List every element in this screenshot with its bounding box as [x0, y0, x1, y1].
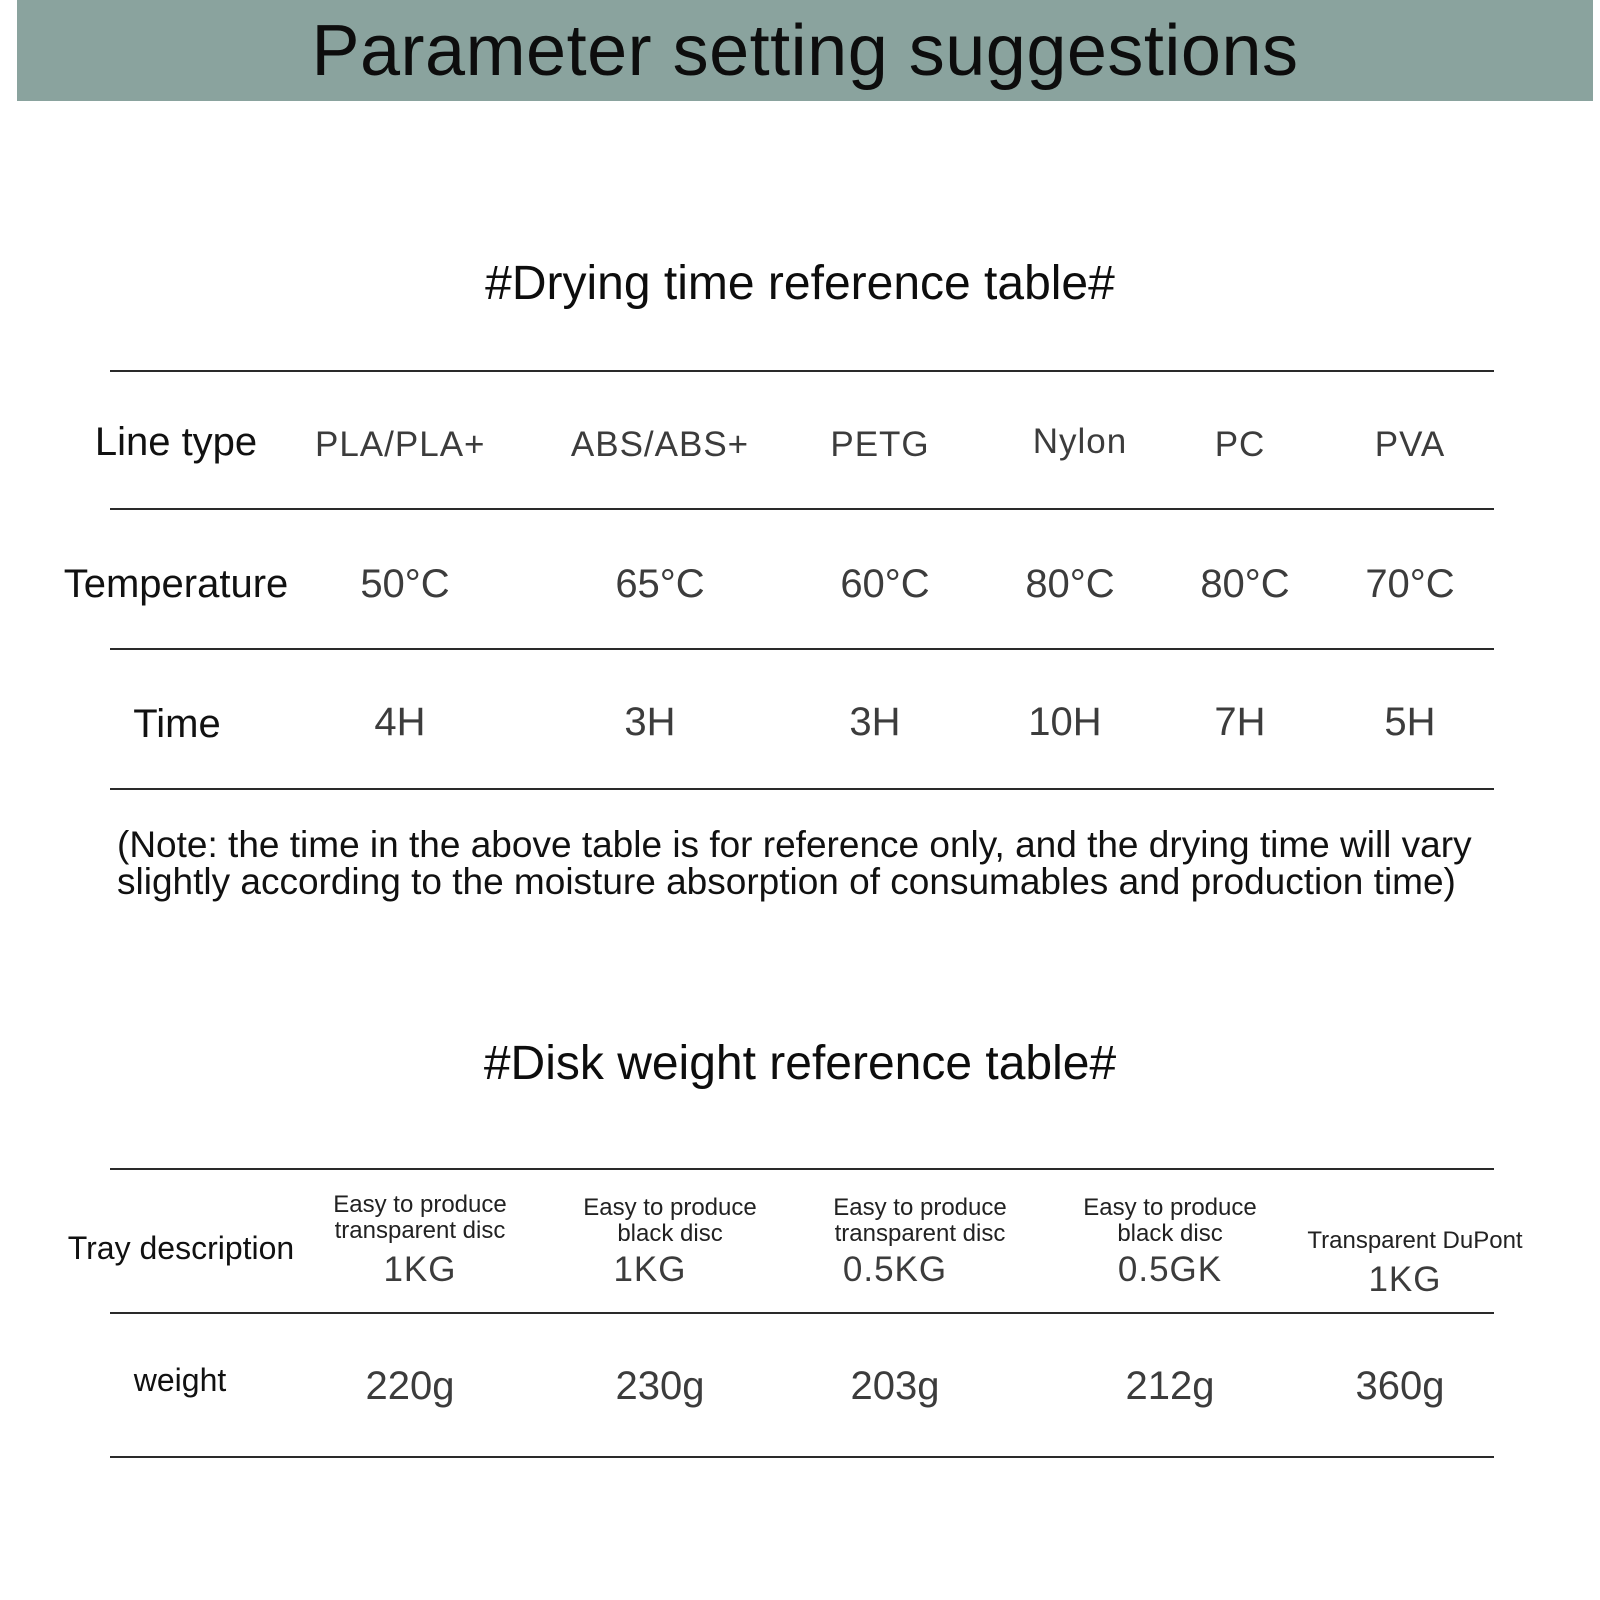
tray-desc-line2: transparent disc: [334, 1217, 506, 1244]
drying-table-title: #Drying time reference table#: [485, 257, 1115, 310]
time-cell: 5H: [1384, 700, 1436, 744]
row-label-time: Time: [133, 702, 221, 746]
tray-desc-line1: Easy to produce: [1083, 1194, 1257, 1221]
tray-size: 1KG: [613, 1250, 687, 1289]
tray-desc-line2: Transparent DuPont: [1307, 1227, 1523, 1254]
temperature-cell: 60°C: [840, 562, 930, 606]
drying-note: (Note: the time in the above table is for reference only, and the drying time will vary slightly according to the moisture absorption of consumables and production time): [117, 824, 1472, 902]
line-type-cell: Nylon: [1032, 422, 1128, 461]
weight-cell: 360g: [1355, 1364, 1445, 1408]
table-rule: [110, 648, 1494, 650]
tray-size: 0.5GK: [1117, 1250, 1223, 1289]
weight-cell: 203g: [850, 1364, 940, 1408]
time-cell: 10H: [1028, 700, 1102, 744]
page-title: Parameter setting suggestions: [311, 11, 1299, 91]
row-label-tray-description: Tray description: [67, 1230, 295, 1266]
tray-size: 0.5KG: [842, 1250, 948, 1289]
tray-desc-line2: black disc: [1117, 1220, 1223, 1247]
temperature-cell: 50°C: [360, 562, 450, 606]
table-rule: [110, 1456, 1494, 1458]
table-rule: [110, 1168, 1494, 1170]
tray-desc-line2: black disc: [617, 1220, 723, 1247]
temperature-cell: 80°C: [1025, 562, 1115, 606]
row-label-weight: weight: [133, 1362, 227, 1398]
tray-header: [1300, 1228, 1530, 1300]
time-cell: 3H: [849, 700, 901, 744]
tray-desc-line1: Easy to produce: [583, 1194, 757, 1221]
weight-table-title: #Disk weight reference table#: [483, 1037, 1117, 1090]
time-cell: 3H: [624, 700, 676, 744]
tray-header: [315, 1192, 525, 1290]
time-cell: 7H: [1214, 700, 1266, 744]
table-rule: [110, 370, 1494, 372]
line-type-cell: PLA/PLA+: [315, 425, 486, 464]
tray-size: 1KG: [1368, 1260, 1442, 1299]
tray-header: [815, 1195, 1025, 1290]
temperature-cell: 65°C: [615, 562, 705, 606]
tray-desc-line2: transparent disc: [834, 1220, 1006, 1247]
weight-cell: 212g: [1125, 1364, 1215, 1408]
line-type-cell: PC: [1214, 425, 1266, 464]
temperature-cell: 70°C: [1365, 562, 1455, 606]
weight-cell: 230g: [615, 1364, 705, 1408]
line-type-cell: ABS/ABS+: [570, 425, 750, 464]
tray-desc-line1: Easy to produce: [833, 1194, 1007, 1221]
tray-header: [565, 1195, 775, 1290]
header-banner: [17, 0, 1593, 101]
time-cell: 4H: [374, 700, 426, 744]
line-type-cell: PETG: [830, 425, 930, 464]
row-label-line-type: Line type: [94, 420, 258, 464]
tray-desc-line1: Easy to produce: [333, 1191, 507, 1218]
tray-size: 1KG: [383, 1250, 457, 1289]
weight-cell: 220g: [365, 1364, 455, 1408]
table-rule: [110, 788, 1494, 790]
line-type-cell: PVA: [1374, 425, 1446, 464]
table-rule: [110, 1312, 1494, 1314]
row-label-temperature: Temperature: [63, 562, 289, 606]
temperature-cell: 80°C: [1200, 562, 1290, 606]
tray-header: [1065, 1195, 1275, 1290]
table-rule: [110, 508, 1494, 510]
